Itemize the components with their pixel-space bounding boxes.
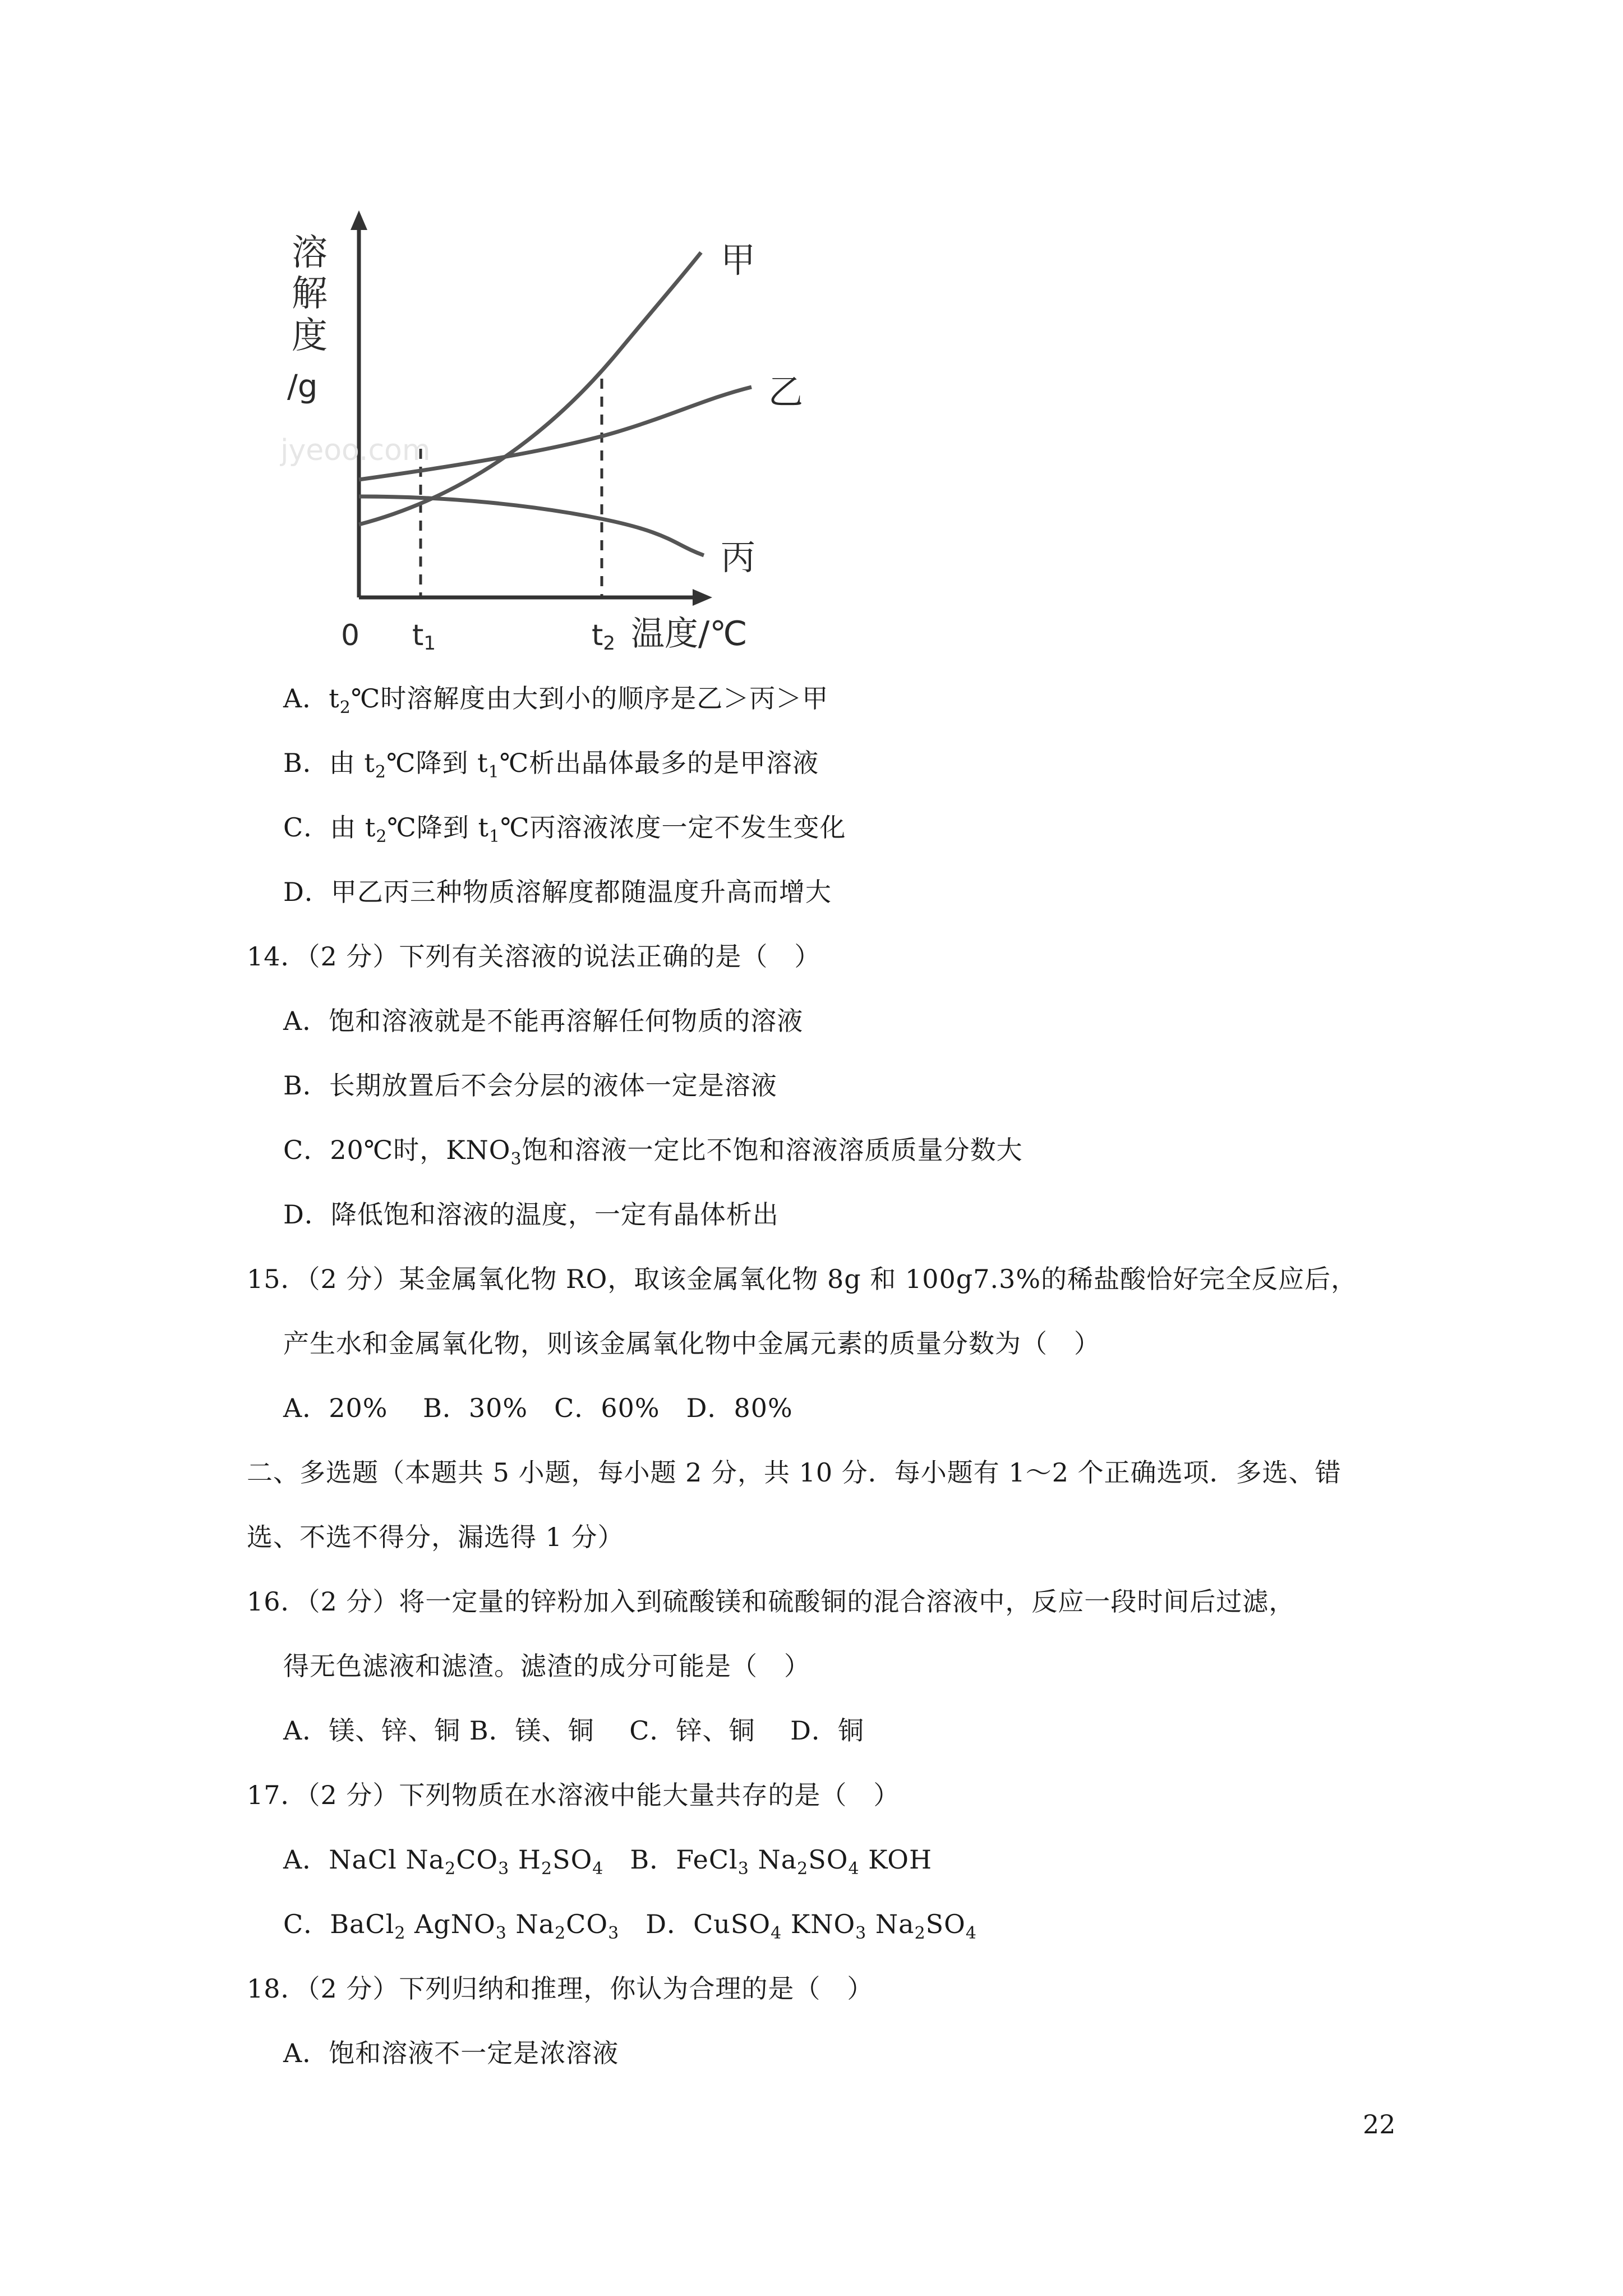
watermark: jyeoo.com <box>280 434 431 467</box>
q15-stem-cont: 产生水和金属氧化物，则该金属氧化物中金属元素的质量分数为（ ） <box>283 1328 1100 1359</box>
q13-option-d: D．甲乙丙三种物质溶解度都随温度升高而增大 <box>283 877 832 907</box>
q17-stem: 17．（2 分）下列物质在水溶液中能大量共存的是（ ） <box>247 1780 900 1810</box>
subscript: 2 <box>555 1924 566 1943</box>
series-label-jia: 甲 <box>721 240 756 280</box>
y-axis-label-char: 解 <box>292 273 328 315</box>
q14-option-c: C．20℃时，$KNO_3$饱和溶液一定比不饱和溶液溶质质量分数大 <box>283 1135 1023 1169</box>
subscript: 4 <box>965 1924 977 1943</box>
y-axis-arrow <box>351 210 367 230</box>
text-run: Na <box>866 1909 915 1939</box>
tick-label-t1: t1 <box>412 619 436 655</box>
subscript: 2 <box>445 1859 457 1879</box>
x-axis-arrow <box>693 589 712 606</box>
subscript: 2 <box>394 1924 406 1943</box>
q17-options-row1 <box>283 1843 932 1886</box>
subscript: 3 <box>498 1859 510 1879</box>
q14-stem: 14．（2 分）下列有关溶液的说法正确的是（ ） <box>247 941 821 972</box>
y-axis-label-char: /g <box>287 369 318 405</box>
text-run: B．FeCl <box>603 1844 738 1875</box>
text-run: AgNO <box>405 1909 496 1939</box>
text-run: D．CuSO <box>619 1909 771 1939</box>
subscript: 4 <box>592 1859 604 1879</box>
subscript: 3 <box>608 1924 620 1943</box>
text-run: SO <box>925 1909 966 1939</box>
subscript: 2 <box>541 1859 553 1879</box>
series-bing-curve <box>359 496 704 555</box>
text-run: SO <box>808 1844 849 1875</box>
tick-label-t2: t2 <box>592 619 616 655</box>
series-label-bing: 丙 <box>721 537 756 578</box>
y-axis-label <box>287 232 328 405</box>
q18-option-a: A．饱和溶液不一定是浓溶液 <box>283 2038 619 2068</box>
q15-stem: 15．（2 分）某金属氧化物 RO，取该金属氧化物 8g 和 100g7.3%的稀盐酸恰好完全反应后， <box>247 1264 1358 1294</box>
text-run: CO <box>566 1909 608 1939</box>
text-run: Na <box>506 1909 555 1939</box>
origin-label: 0 <box>341 619 360 652</box>
subscript: 4 <box>771 1924 782 1943</box>
q16-options: A．镁、锌、铜 B．镁、铜 C．锌、铜 D．铜 <box>283 1715 864 1746</box>
q14-option-b: B．长期放置后不会分层的液体一定是溶液 <box>283 1070 777 1101</box>
q14-option-a: A．饱和溶液就是不能再溶解任何物质的溶液 <box>283 1006 804 1036</box>
series-label-yi: 乙 <box>768 371 804 412</box>
text-run: C．BaCl <box>283 1909 395 1939</box>
page-number: 22 <box>1363 2109 1396 2139</box>
x-axis-label: 温度/℃ <box>631 614 748 654</box>
text-run: KOH <box>859 1844 933 1875</box>
text-run: H <box>509 1844 541 1875</box>
section-heading-cont: 选、不选不得分，漏选得 1 分） <box>247 1522 624 1552</box>
subscript: 3 <box>855 1924 867 1943</box>
text-run: A．NaCl Na <box>283 1844 445 1875</box>
subscript: 2 <box>914 1924 926 1943</box>
text-run: CO <box>456 1844 499 1875</box>
q16-stem-cont: 得无色滤液和滤渣。滤渣的成分可能是（ ） <box>283 1651 810 1681</box>
q13-option-a: A．$t_2℃$时溶解度由大到小的顺序是乙＞丙＞甲 <box>283 683 829 717</box>
subscript: 2 <box>797 1859 809 1879</box>
subscript: 3 <box>495 1924 507 1943</box>
q18-stem: 18．（2 分）下列归纳和推理，你认为合理的是（ ） <box>247 1973 874 2004</box>
text-run: Na <box>749 1844 797 1875</box>
subscript: 3 <box>737 1859 749 1879</box>
series-jia-curve <box>359 252 701 524</box>
q17-options-row2 <box>283 1907 977 1950</box>
subscript: 4 <box>848 1859 860 1879</box>
section-heading: 二、多选题（本题共 5 小题，每小题 2 分，共 10 分．每小题有 1～2 个正确选项．多选、错 <box>247 1457 1341 1488</box>
q13-option-c: C．由 $t_2℃$降到 $t_1℃$丙溶液浓度一定不发生变化 <box>283 812 846 846</box>
y-axis-label-char: 溶 <box>292 232 328 274</box>
text-run: KNO <box>782 1909 856 1939</box>
text-run: SO <box>552 1844 593 1875</box>
y-axis-label-char: 度 <box>292 315 328 357</box>
solubility-chart <box>0 0 1623 673</box>
q15-options: A．20% B．30% C．60% D．80% <box>283 1393 793 1423</box>
q14-option-d: D．降低饱和溶液的温度，一定有晶体析出 <box>283 1199 779 1230</box>
q13-option-b: B．由 $t_2℃$降到 $t_1℃$析出晶体最多的是甲溶液 <box>283 748 819 782</box>
q16-stem: 16．（2 分）将一定量的锌粉加入到硫酸镁和硫酸铜的混合溶液中，反应一段时间后过滤， <box>247 1586 1295 1617</box>
